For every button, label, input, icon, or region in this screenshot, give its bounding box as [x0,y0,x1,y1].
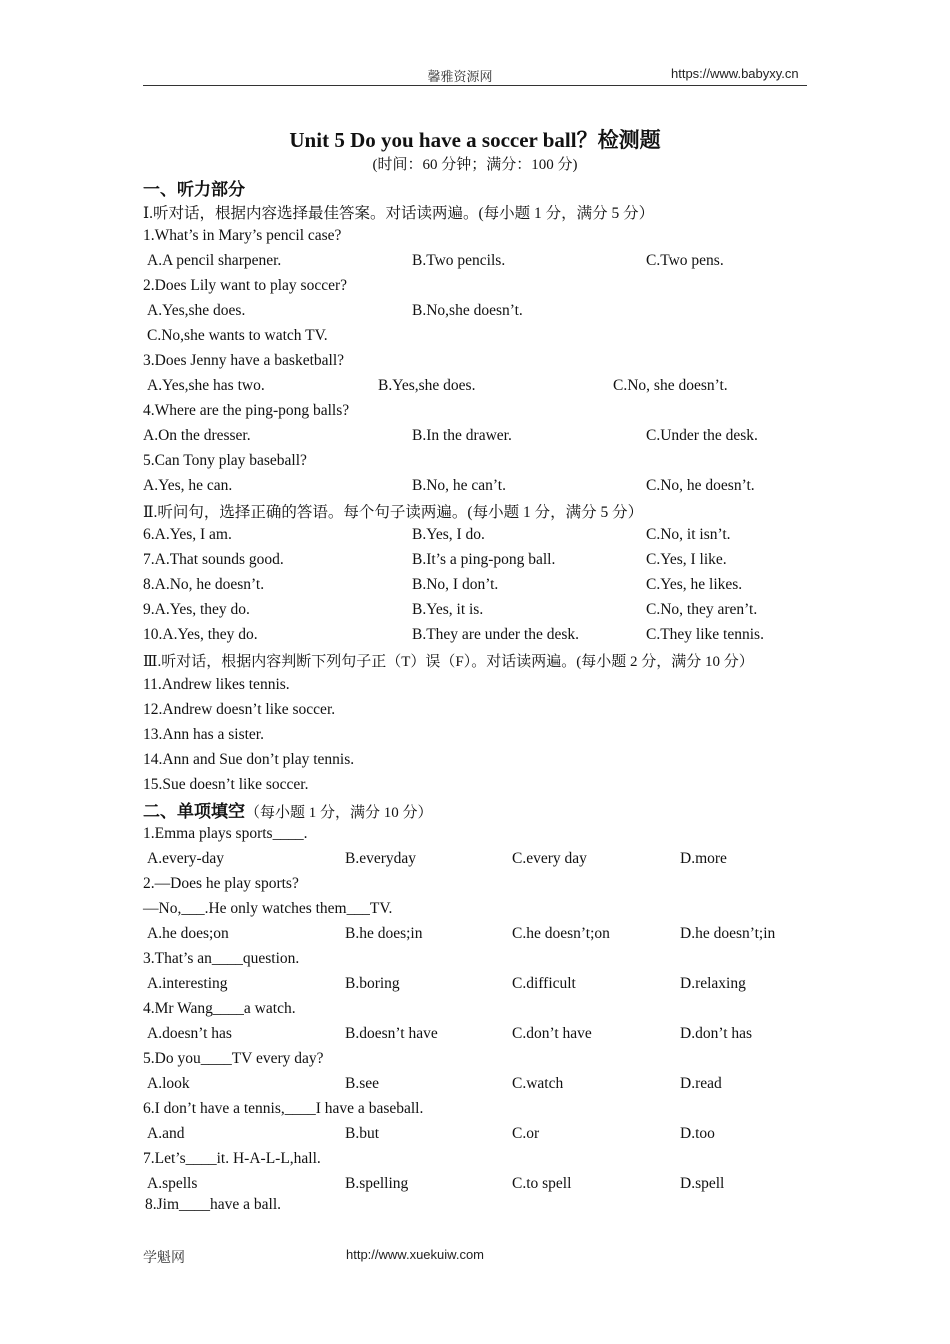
question-text: 4.Mr Wang____a watch. [143,1000,296,1017]
option-a: 9.A.Yes, they do. [143,601,250,618]
section-instruction: Ⅰ.听对话，根据内容选择最佳答案。对话读两遍。(每小题 1 分，满分 5 分） [143,205,655,222]
option-b: B.It’s a ping-pong ball. [412,551,556,568]
option-b: B.everyday [345,850,417,867]
option-c: C.No, it isn’t. [646,526,731,543]
question-text: 1.Emma plays sports____. [143,825,308,842]
option-c: C.They like tennis. [646,626,764,643]
option-b: B.but [345,1125,380,1142]
option-a: A.interesting [147,975,228,992]
option-b: B.Two pencils. [412,252,506,269]
header-url[interactable]: https://www.babyxy.cn [671,66,799,81]
footer-url[interactable]: http://www.xuekuiw.com [346,1247,484,1262]
statement-item: 12.Andrew doesn’t like soccer. [143,701,336,718]
option-a: A.every-day [147,850,225,867]
option-d: D.spell [680,1175,725,1192]
question-text: —No,___.He only watches them___TV. [143,900,393,917]
question-text: 2.—Does he play sports? [143,875,299,892]
statement-item: 11.Andrew likes tennis. [143,676,290,693]
footer-site: 学魁网 [143,1251,185,1266]
question-text: 5.Do you____TV every day? [143,1050,324,1067]
section-heading-single-choice [143,797,433,822]
option-c: C.Yes, he likes. [646,576,743,593]
section-heading-text: 二、单项填空 [143,802,245,822]
option-b: B.see [345,1075,380,1092]
option-a: A.look [147,1075,190,1092]
option-a: A.On the dresser. [143,427,251,444]
option-a: A.spells [147,1175,198,1192]
option-a: 8.A.No, he doesn’t. [143,576,265,593]
option-d: D.read [680,1075,722,1092]
option-d: D.too [680,1125,715,1142]
option-c: C.he doesn’t;on [512,925,610,942]
option-c: C.No, they aren’t. [646,601,758,618]
section-instruction: Ⅲ.听对话，根据内容判断下列句子正（T）误（F）。对话读两遍。(每小题 2 分，满分 10 分） [143,654,754,670]
option-a: A.Yes,she does. [147,302,246,319]
option-d: D.he doesn’t;in [680,925,776,942]
option-b: B.spelling [345,1175,409,1192]
statement-item: 13.Ann has a sister. [143,726,264,743]
option-a: A.he does;on [147,925,229,942]
option-c: C.every day [512,850,587,867]
option-a: A.A pencil sharpener. [147,252,282,269]
statement-item: 14.Ann and Sue don’t play tennis. [143,751,355,768]
option-b: B.No,she doesn’t. [412,302,523,319]
option-a: A.doesn’t has [147,1025,232,1042]
option-c: C.Yes, I like. [646,551,727,568]
option-b: B.boring [345,975,400,992]
option-b: B.doesn’t have [345,1025,438,1042]
option-c: C.don’t have [512,1025,592,1042]
option-a: 6.A.Yes, I am. [143,526,232,543]
option-c: C.Two pens. [646,252,724,269]
page-title: Unit 5 Do you have a soccer ball？检测题 [289,128,661,152]
question-text: 7.Let’s____it. H-A-L-L,hall. [143,1150,321,1167]
option-c: C.No, she doesn’t. [613,377,728,394]
option-d: D.relaxing [680,975,746,992]
option-c: C.watch [512,1075,564,1092]
option-b: B.In the drawer. [412,427,512,444]
header-divider [143,85,807,86]
option-c: C.or [512,1125,540,1142]
option-b: B.They are under the desk. [412,626,579,643]
header-site-name: 馨雅资源网 [427,69,493,84]
question-text: 2.Does Lily want to play soccer? [143,277,348,294]
question-text: 4.Where are the ping-pong balls? [143,402,350,419]
section-heading-listening: 一、听力部分 [143,180,245,200]
section-note: （每小题 1 分，满分 10 分） [245,805,433,821]
page-subtitle: (时间：60 分钟；满分：100 分) [372,157,578,173]
option-a: A.Yes, he can. [143,477,233,494]
option-c: C.difficult [512,975,576,992]
option-c: C.No,she wants to watch TV. [147,327,328,344]
option-a: 10.A.Yes, they do. [143,626,258,643]
option-b: B.Yes,she does. [378,377,476,394]
option-c: C.to spell [512,1175,572,1192]
question-text: 8.Jim____have a ball. [145,1196,282,1213]
question-text: 3.That’s an____question. [143,950,300,967]
question-text: 1.What’s in Mary’s pencil case? [143,227,342,244]
option-d: D.don’t has [680,1025,753,1042]
question-text: 6.I don’t have a tennis,____I have a baseball. [143,1100,424,1117]
question-text: 5.Can Tony play baseball? [143,452,307,469]
option-a: 7.A.That sounds good. [143,551,284,568]
option-b: B.he does;in [345,925,423,942]
option-b: B.Yes, I do. [412,526,485,543]
question-text: 3.Does Jenny have a basketball? [143,352,345,369]
statement-item: 15.Sue doesn’t like soccer. [143,776,309,793]
option-a: A.and [147,1125,185,1142]
option-d: D.more [680,850,727,867]
option-b: B.No, he can’t. [412,477,506,494]
option-b: B.Yes, it is. [412,601,484,618]
option-a: A.Yes,she has two. [147,377,265,394]
option-b: B.No, I don’t. [412,576,499,593]
option-c: C.Under the desk. [646,427,758,444]
section-instruction: Ⅱ.听问句，选择正确的答语。每个句子读两遍。(每小题 1 分，满分 5 分） [143,504,644,521]
option-c: C.No, he doesn’t. [646,477,755,494]
